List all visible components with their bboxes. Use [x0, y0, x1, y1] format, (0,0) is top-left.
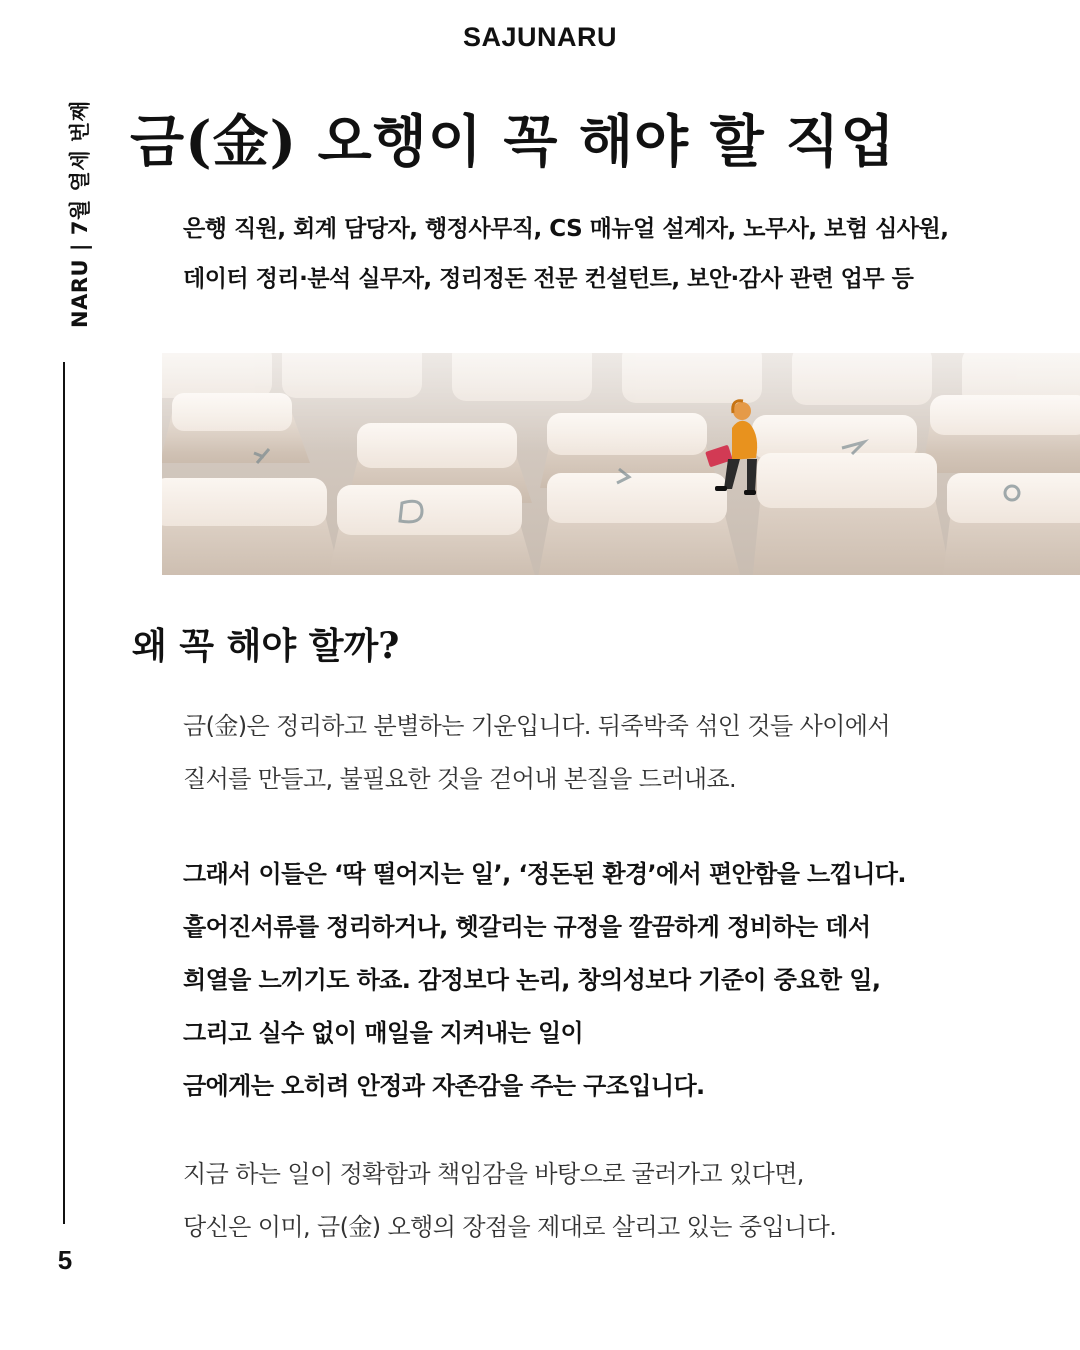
paragraph-line: 질서를 만들고, 불필요한 것을 걷어내 본질을 드러내죠.: [183, 765, 737, 793]
job-list-line: 은행 직원, 회계 담당자, 행정사무직, CS 매뉴얼 설계자, 노무사, 보험 심사원,: [183, 216, 949, 242]
keyboard-figurine-photo: [162, 353, 1080, 575]
page-title: 금(金) 오행이 꼭 해야 할 직업: [130, 109, 896, 175]
paragraph-line: 흩어진서류를 정리하거나, 헷갈리는 규정을 깔끔하게 정비하는 데서: [183, 913, 871, 941]
paragraph-line: 금(金)은 정리하고 분별하는 기운입니다. 뒤죽박죽 섞인 것들 사이에서: [183, 712, 890, 740]
paragraph-line: 그래서 이들은 ‘딱 떨어지는 일’, ‘정돈된 환경’에서 편안함을 느낍니다.: [183, 860, 906, 888]
page-number: 5: [57, 1245, 73, 1275]
paragraph-line: 당신은 이미, 금(金) 오행의 장점을 제대로 살리고 있는 중입니다.: [183, 1213, 837, 1241]
side-divider: [63, 362, 65, 1224]
job-list-line: 데이터 정리·분석 실무자, 정리정돈 전문 컨설턴트, 보안·감사 관련 업무 등: [183, 266, 914, 292]
closing-paragraph: [183, 1148, 836, 1254]
paragraph-line: 지금 하는 일이 정확함과 책임감을 바탕으로 굴러가고 있다면,: [183, 1160, 804, 1188]
job-list: [183, 204, 1063, 304]
issue-label: NARU | 7월 열세 번째: [68, 100, 92, 328]
paragraph-line: 금에게는 오히려 안정과 자존감을 주는 구조입니다.: [183, 1072, 705, 1100]
paragraph-line: 그리고 실수 없이 매일을 지켜내는 일이: [183, 1019, 584, 1047]
section-title: 왜 꼭 해야 할까?: [132, 625, 400, 667]
paragraph-line: 희열을 느끼기도 하죠. 감정보다 논리, 창의성보다 기준이 중요한 일,: [183, 966, 881, 994]
brand-name: SAJUNARU: [462, 22, 618, 52]
emphasis-paragraph: [183, 848, 906, 1113]
intro-paragraph: [183, 700, 890, 806]
